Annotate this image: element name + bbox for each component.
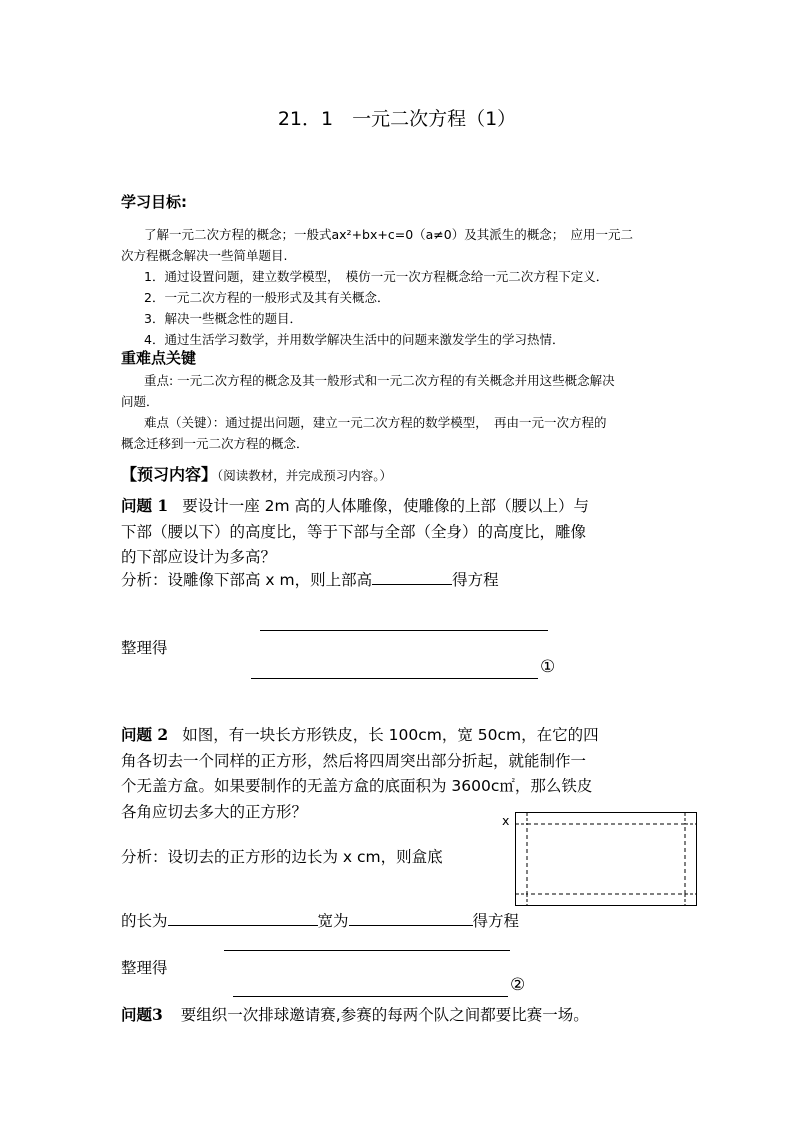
- problem3-text: 要组织一次排球邀请赛,参赛的每两个队之间都要比赛一场。: [180, 1006, 589, 1024]
- problem1-line1: [121, 494, 589, 516]
- upper-height-blank[interactable]: [372, 568, 452, 585]
- preview-heading: 【预习内容】: [121, 465, 218, 484]
- problem2-dimensions: [121, 909, 519, 931]
- problem2-line2: 角各切去一个同样的正方形，然后将四周突出部分折起，就能制作一: [121, 752, 587, 770]
- equation-mark-2: ②: [510, 975, 526, 995]
- goals-intro-line1: 了解一元二次方程的概念；一般式ax²+bx+c=0（a≠0）及其派生的概念； 应用一元二: [144, 227, 633, 242]
- problem2-label: 问题 2: [121, 725, 169, 744]
- problem2-line4: 各角应切去多大的正方形？: [121, 803, 308, 821]
- preview-section: [121, 462, 392, 485]
- problem1-line3: 的下部应设计为多高？: [121, 548, 277, 566]
- difficulty-line2: 概念迁移到一元二次方程的概念．: [121, 436, 309, 451]
- key-points-heading: 重难点关键: [121, 349, 197, 367]
- length-blank[interactable]: [168, 909, 318, 926]
- focus-line1: 重点: 一元二次方程的概念及其一般形式和一元二次方程的有关概念并用这些概念解决: [144, 373, 615, 388]
- goals-item-1: 1．通过设置问题，建立数学模型， 模仿一元一次方程概念给一元二次方程下定义．: [144, 269, 609, 284]
- preview-note: （阅读教材，并完成预习内容。）: [217, 468, 393, 483]
- goals-item-4: 4．通过生活学习数学，并用数学解决生活中的问题来激发学生的学习热情．: [144, 332, 565, 347]
- equation-blank-1[interactable]: [260, 630, 548, 631]
- problem2-analysis: 分析：设切去的正方形的边长为 x cm，则盒底: [121, 848, 443, 866]
- problem2-text1: 如图，有一块长方形铁皮，长 100cm，宽 50cm，在它的四: [182, 726, 599, 744]
- equation-suffix: 得方程: [472, 912, 520, 930]
- goals-intro-line2: 次方程概念解决一些简单题目.: [121, 248, 288, 263]
- goals-heading: 学习目标:: [121, 193, 187, 211]
- width-prefix: 宽为: [317, 912, 349, 930]
- simplified-equation-blank-1[interactable]: [251, 678, 538, 679]
- iron-sheet-outline: [516, 813, 697, 906]
- problem1-analysis-suffix: 得方程: [452, 571, 499, 589]
- problem1-arrange: 整理得: [121, 639, 168, 657]
- equation-mark-1: ①: [540, 657, 556, 677]
- iron-sheet-figure: [515, 812, 699, 908]
- goals-item-3: 3．解决一些概念性的题目．: [144, 311, 302, 326]
- simplified-equation-blank-2[interactable]: [233, 996, 508, 997]
- problem3-line: [121, 1003, 589, 1025]
- problem2-arrange: 整理得: [121, 959, 168, 977]
- problem1-analysis-prefix: 分析：设雕像下部高 x m，则上部高: [121, 571, 373, 589]
- problem2-line3: 个无盖方盒。如果要制作的无盖方盒的底面积为 3600c㎡，那么铁皮: [121, 777, 593, 795]
- focus-line2: 问题．: [121, 394, 159, 409]
- problem1-label: 问题 1: [121, 496, 169, 515]
- figure-x-label: x: [502, 813, 510, 828]
- problem1-analysis: [121, 568, 499, 590]
- goals-item-2: 2．一元二次方程的一般形式及其有关概念．: [144, 290, 390, 305]
- box-base-outline: [527, 824, 685, 894]
- problem2-line1: [121, 723, 599, 745]
- equation-blank-2[interactable]: [224, 950, 510, 951]
- difficulty-line1: 难点（关键）：通过提出问题，建立一元二次方程的数学模型， 再由一元一次方程的: [144, 415, 607, 430]
- problem3-label: 问题3: [121, 1005, 163, 1024]
- width-blank[interactable]: [349, 909, 473, 926]
- problem1-text1: 要设计一座 2m 高的人体雕像，使雕像的上部（腰以上）与: [182, 497, 590, 515]
- problem1-line2: 下部（腰以下）的高度比，等于下部与全部（全身）的高度比，雕像: [121, 523, 587, 541]
- length-prefix: 的长为: [121, 912, 168, 930]
- page-title: 21．1 一元二次方程（1）: [277, 108, 517, 130]
